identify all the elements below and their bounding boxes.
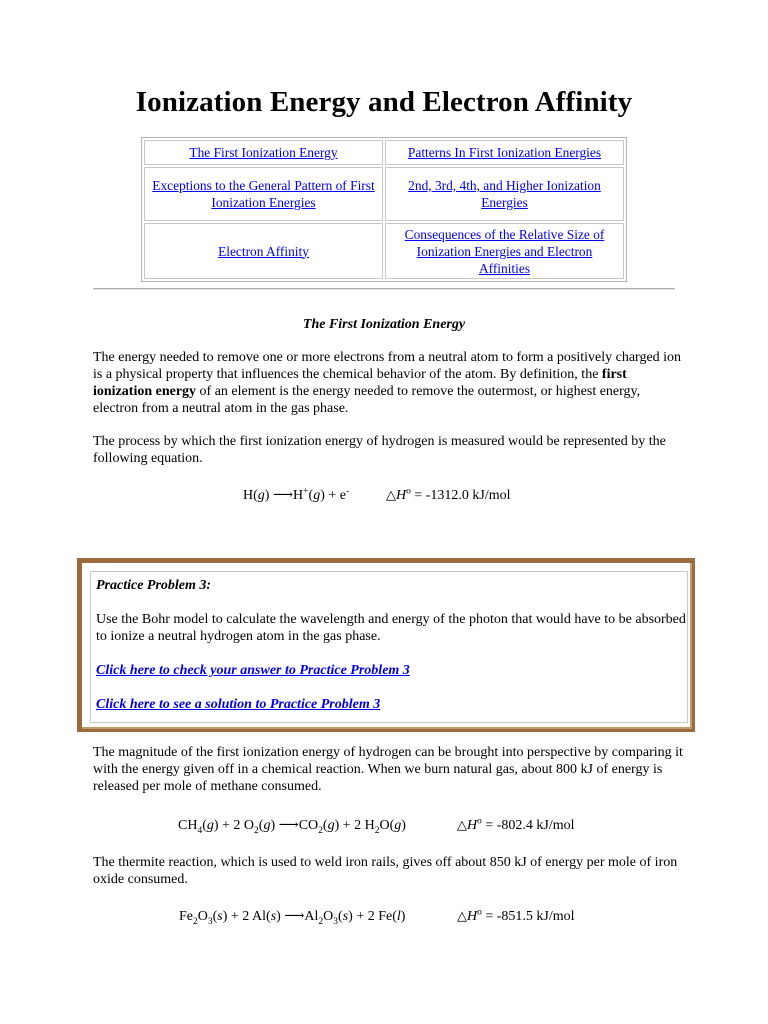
arrow-icon: ⟶ — [272, 488, 294, 503]
arrow-icon: ⟶ — [284, 909, 305, 924]
enthalpy-value: $\triangle H^o = -1312.0$ kJ/mol — [386, 486, 511, 503]
delta-icon: △ — [457, 908, 467, 923]
solution-link[interactable]: Click here to see a solution to Practice Problem 3 — [96, 697, 381, 712]
equation-methane-combustion: $CH_4(g) + 2$ $O_2(g)$ $⟶CO_2(g) + 2$ $H_2O(g)$ — [178, 818, 406, 836]
paragraph-thermite: The thermite reaction, which is used to weld iron rails, gives off about 850 kJ of energy per mole of iron oxide consumed. — [93, 855, 678, 887]
practice-text: Use the Bohr model to calculate the wavelength and energy of the photon that would have to be absorbed to ionize a neutral hydrogen atom in the gas phase. — [96, 612, 686, 644]
toc-cell — [144, 167, 383, 221]
arrow-icon: ⟶ — [278, 818, 299, 833]
divider — [93, 288, 675, 290]
table-of-contents — [141, 137, 627, 282]
paragraph-process: The process by which the first ionization energy of hydrogen is measured would be represented by the following equation. — [93, 434, 666, 466]
toc-link-consequences[interactable]: Consequences of the Relative Size of Ionization Energies and Electron Affinities — [404, 226, 605, 276]
paragraph-definition — [93, 349, 683, 417]
answer-link[interactable]: Click here to check your answer to Practice Problem 3 — [96, 663, 410, 678]
toc-cell — [144, 223, 383, 279]
equation-thermite: $Fe_2O_3(s) + 2$ Al(s) $⟶Al_2O_3(s) + 2$ Fe(l) — [179, 909, 406, 927]
enthalpy-text: = -851.5 kJ/mol — [485, 909, 575, 924]
toc-link-higher-ionization[interactable]: 2nd, 3rd, 4th, and Higher Ionization Energies — [408, 178, 601, 210]
paragraph-text: of an element is the energy needed to remove the outermost, or highest energy, electron from a neutral atom in the gas phase. — [93, 384, 641, 416]
bold-term: first ionization energy — [93, 367, 627, 399]
toc-cell — [385, 167, 624, 221]
toc-link-first-ionization-energy[interactable]: The First Ionization Energy — [189, 145, 338, 160]
paragraph-perspective: The magnitude of the first ionization energy of hydrogen can be brought into perspective by comparing it with the energy given off in a chemical reaction. When we burn natural gas, about 800 kJ of energy is released per mole of methane consumed. — [93, 745, 683, 794]
section-heading: The First Ionization Energy — [302, 317, 466, 332]
enthalpy-text: = -802.4 kJ/mol — [485, 818, 575, 833]
practice-problem-box — [77, 558, 695, 732]
practice-heading: Practice Problem 3: — [96, 578, 212, 593]
toc-link-patterns[interactable]: Patterns In First Ionization Energies — [407, 145, 602, 160]
delta-icon: △ — [457, 817, 467, 832]
toc-link-exceptions[interactable]: Exceptions to the General Pattern of First Ionization Energies — [152, 178, 375, 210]
delta-icon: △ — [386, 487, 396, 502]
toc-cell — [385, 140, 624, 165]
enthalpy-value: $\triangle H^o = -802.4$ kJ/mol — [457, 816, 575, 833]
enthalpy-value: $\triangle H^o = -851.5$ kJ/mol — [457, 907, 575, 924]
enthalpy-text: = -1312.0 kJ/mol — [414, 488, 511, 503]
toc-cell — [144, 140, 383, 165]
toc-cell — [385, 223, 624, 279]
page-title: Ionization Energy and Electron Affinity — [135, 86, 633, 118]
paragraph-text: The energy needed to remove one or more electrons from a neutral atom to form a positively charged ion is a physical property that influences the chemical behavior of the atom. By definition, the — [93, 350, 682, 382]
equation-hydrogen-ionization: H(g) ⟶H+(g) + e- — [243, 486, 350, 503]
toc-link-electron-affinity[interactable]: Electron Affinity — [218, 243, 309, 259]
